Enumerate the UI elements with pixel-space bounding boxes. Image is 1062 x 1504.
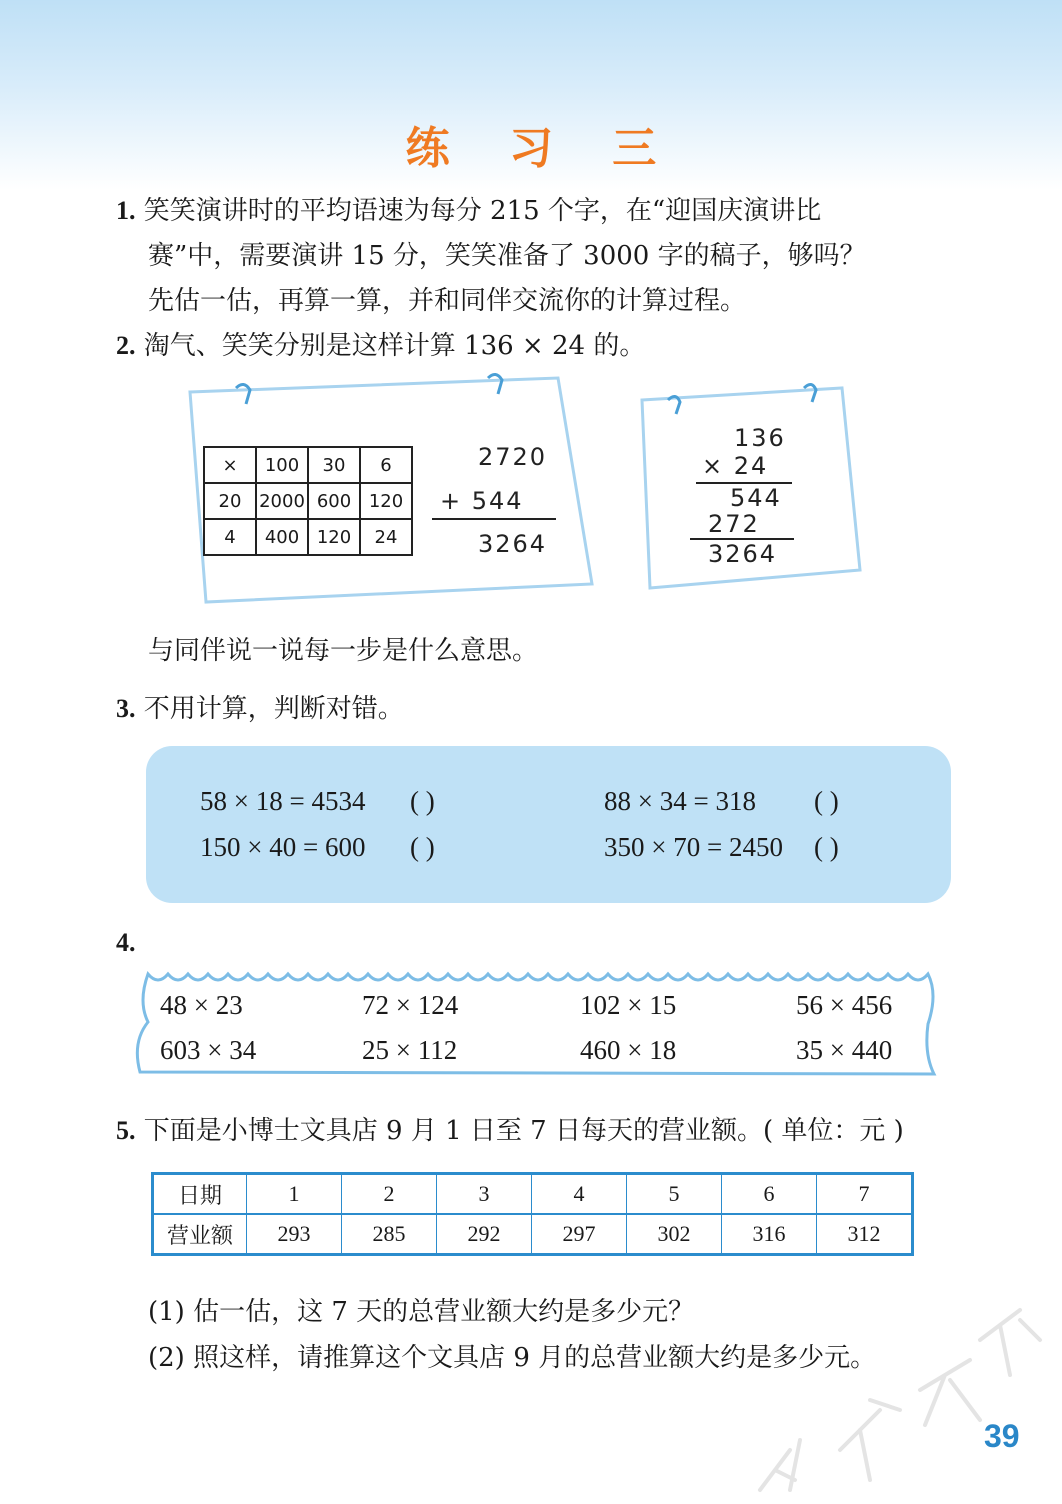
vertical-line-3: 544 (730, 484, 782, 512)
q3-line (116, 692, 404, 726)
q4-expression: 35 × 440 (796, 1035, 893, 1065)
amount-cell: 285 (342, 1214, 437, 1255)
q2-number: 2. (116, 331, 136, 360)
vertical-line-4: 272 (708, 510, 760, 538)
answer-blank[interactable]: ( ) (814, 832, 839, 862)
vertical-line-2: × 24 (702, 452, 769, 480)
q5-sub-1: (1) 估一估，这 7 天的总营业额大约是多少元？ (148, 1297, 695, 1327)
q3-box (146, 746, 951, 903)
hanging-notes-illustration (0, 370, 1062, 610)
grid-cell: 20 (204, 483, 256, 519)
table-row-amounts (153, 1214, 913, 1255)
answer-blank[interactable]: ( ) (814, 786, 839, 816)
amount-cell: 302 (627, 1214, 722, 1255)
amount-cell: 297 (532, 1214, 627, 1255)
grid-cell: 600 (308, 483, 360, 519)
sum-rule (432, 518, 556, 520)
q4-number: 4. (116, 928, 136, 957)
grid-cell: 6 (360, 447, 412, 483)
grid-cell: 2000 (256, 483, 308, 519)
q5-number: 5. (116, 1116, 136, 1145)
q3-text: 不用计算，判断对错。 (143, 694, 404, 724)
q4-expression: 48 × 23 (160, 990, 243, 1020)
row-label: 营业额 (153, 1214, 247, 1255)
sum-line-2: + 544 (440, 487, 524, 515)
amount-cell: 316 (722, 1214, 817, 1255)
q4-expression: 25 × 112 (362, 1035, 458, 1065)
q5-sub-2: (2) 照这样，请推算这个文具店 9 月的总营业额大约是多少元。 (148, 1343, 877, 1373)
grid-cell: × (204, 447, 256, 483)
q2-note: 与同伴说一说每一步是什么意思。 (148, 636, 539, 666)
area-model-grid (203, 446, 413, 556)
amount-cell: 292 (437, 1214, 532, 1255)
q2-line (116, 329, 645, 363)
table-row-dates (153, 1174, 913, 1215)
grid-cell: 120 (360, 483, 412, 519)
q5-text: 下面是小博士文具店 9 月 1 日至 7 日每天的营业额。( 单位：元 ) (143, 1116, 904, 1146)
day-cell: 1 (247, 1174, 342, 1215)
row-label: 日期 (153, 1174, 247, 1215)
q3-eq: 88 × 34 = 318 (604, 786, 756, 816)
q3-eq: 150 × 40 = 600 (200, 832, 366, 862)
day-cell: 7 (817, 1174, 913, 1215)
q1-text-3: 先估一估，再算一算，并和同伴交流你的计算过程。 (148, 286, 747, 316)
q4-line (116, 926, 136, 960)
amount-cell: 293 (247, 1214, 342, 1255)
q3-eq: 350 × 70 = 2450 (604, 832, 783, 862)
publisher-watermark (720, 1280, 1050, 1500)
q4-expression: 72 × 124 (362, 990, 459, 1020)
q1-text-1: 笑笑演讲时的平均语速为每分 215 个字，在“迎国庆演讲比 (143, 196, 822, 226)
amount-cell: 312 (817, 1214, 913, 1255)
q4-expression: 460 × 18 (580, 1035, 677, 1065)
q1-text-2: 赛”中，需要演讲 15 分，笑笑准备了 3000 字的稿子，够吗？ (148, 241, 866, 271)
q4-expression: 102 × 15 (580, 990, 677, 1020)
vertical-line-5: 3264 (708, 540, 778, 568)
q1-number: 1. (116, 196, 136, 225)
grid-cell: 4 (204, 519, 256, 555)
q3-eq: 58 × 18 = 4534 (200, 786, 366, 816)
grid-cell: 24 (360, 519, 412, 555)
answer-blank[interactable]: ( ) (410, 786, 435, 816)
day-cell: 4 (532, 1174, 627, 1215)
grid-cell: 120 (308, 519, 360, 555)
sum-line-1: 2720 (478, 443, 548, 471)
day-cell: 2 (342, 1174, 437, 1215)
sales-table (151, 1172, 914, 1256)
q2-text: 淘气、笑笑分别是这样计算 136 × 24 的。 (143, 331, 646, 361)
q3-number: 3. (116, 694, 136, 723)
answer-blank[interactable]: ( ) (410, 832, 435, 862)
grid-cell: 100 (256, 447, 308, 483)
q4-expression: 56 × 456 (796, 990, 893, 1020)
q4-expression: 603 × 34 (160, 1035, 257, 1065)
day-cell: 6 (722, 1174, 817, 1215)
day-cell: 5 (627, 1174, 722, 1215)
day-cell: 3 (437, 1174, 532, 1215)
q5-line (116, 1114, 904, 1148)
vertical-line-1: 136 (734, 424, 786, 452)
page-title: 练 习 三 (405, 123, 679, 174)
page-number: 39 (984, 1418, 1020, 1454)
sum-line-3: 3264 (478, 530, 548, 558)
grid-cell: 30 (308, 447, 360, 483)
grid-cell: 400 (256, 519, 308, 555)
q1-line-1 (116, 194, 821, 228)
